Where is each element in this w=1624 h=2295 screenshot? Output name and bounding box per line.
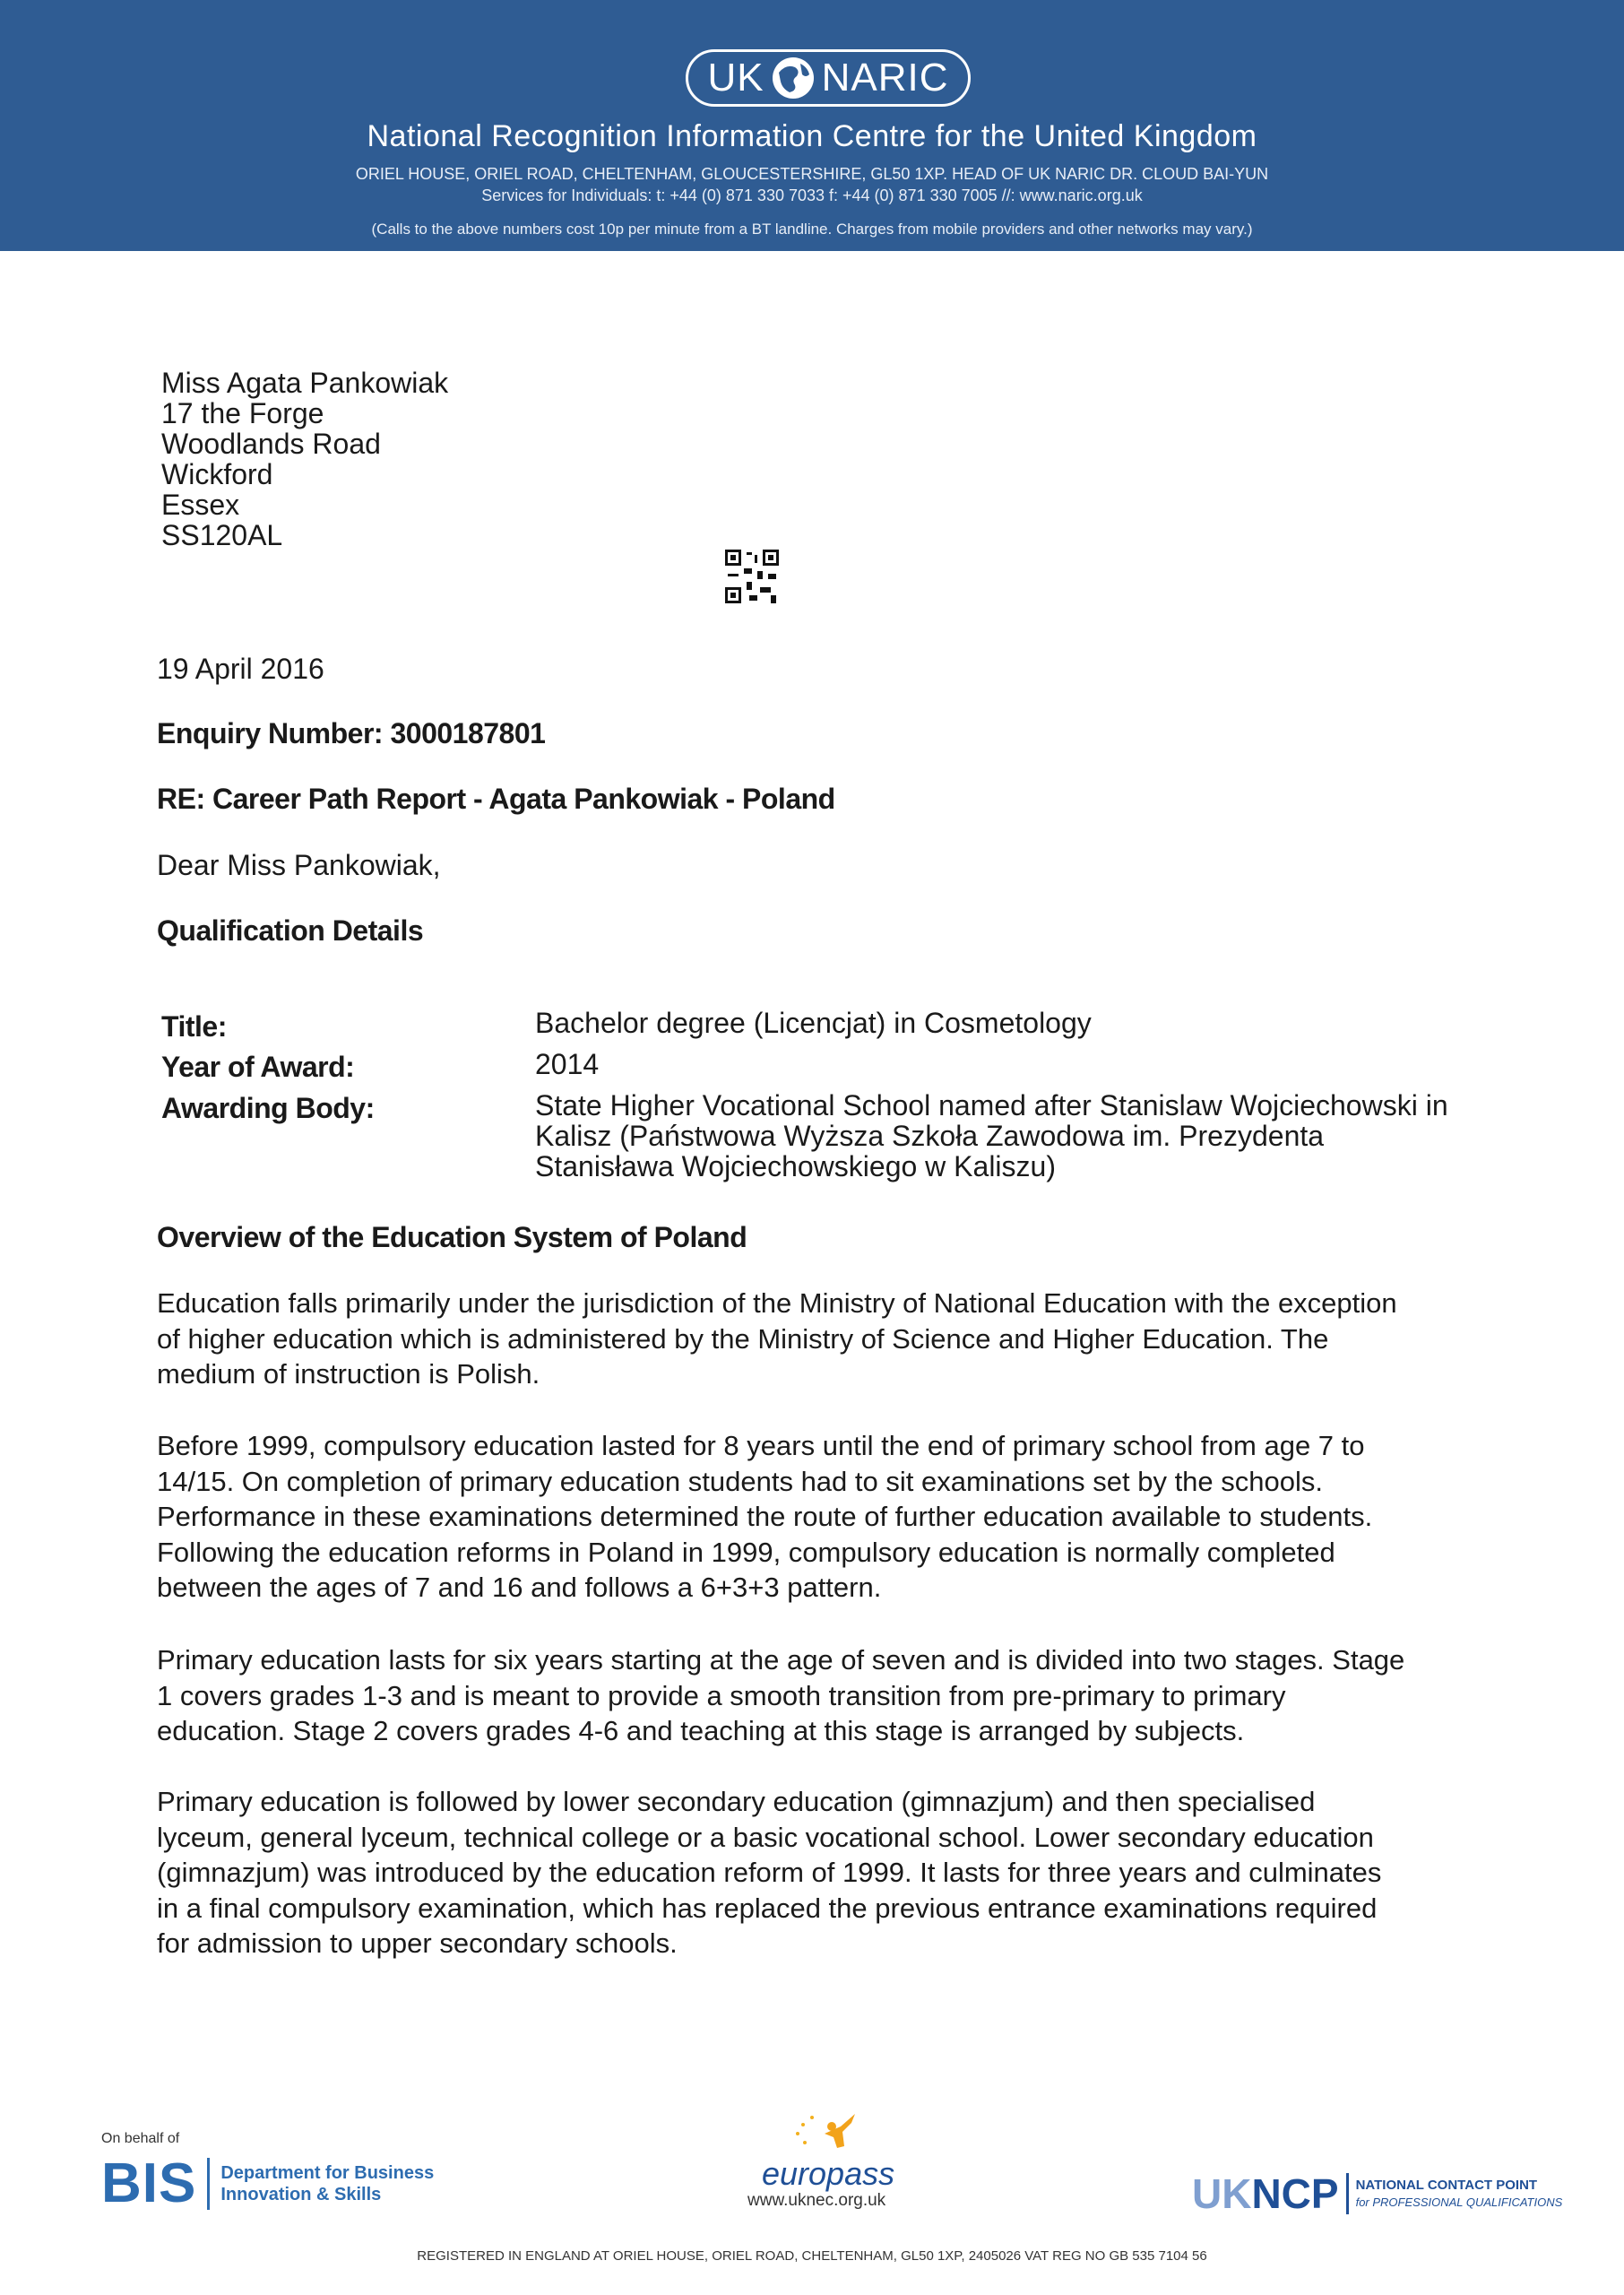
uk-ncp-ncp-letters: NCP	[1251, 2170, 1339, 2217]
paragraph-line: in a final compulsory examination, which has replaced the previous entrance examinations required	[157, 1892, 1378, 1924]
header-address: ORIEL HOUSE, ORIEL ROAD, CHELTENHAM, GLOUCESTERSHIRE, GL50 1XP. HEAD OF UK NARIC DR. CLOUD BAI-YUN	[355, 165, 1269, 183]
paragraph-line: Following the education reforms in Poland in 1999, compulsory education is normally completed	[157, 1536, 1335, 1568]
salutation: Dear Miss Pankowiak,	[157, 849, 441, 881]
address-postcode: SS120AL	[161, 519, 283, 551]
on-behalf-label: On behalf of	[101, 2131, 180, 2146]
registration-footer: REGISTERED IN ENGLAND AT ORIEL HOUSE, ORIEL ROAD, CHELTENHAM, GL50 1XP, 2405026 VAT REG NO GB 535 7104 56	[417, 2248, 1207, 2264]
awarding-body-label: Awarding Body:	[161, 1092, 375, 1124]
uk-ncp-uk-letters: UK	[1192, 2170, 1252, 2217]
overview-heading: Overview of the Education System of Poland	[157, 1221, 747, 1253]
bis-line: Innovation & Skills	[220, 2184, 382, 2204]
bis-divider	[207, 2158, 210, 2210]
europass-wordmark: europass	[762, 2155, 895, 2192]
europass-url: www.uknec.org.uk	[747, 2191, 886, 2210]
address-line: 17 the Forge	[161, 397, 324, 429]
letterhead	[0, 0, 1624, 251]
awarding-body-line: Stanisława Wojciechowskiego w Kaliszu)	[535, 1150, 1056, 1182]
uk-ncp-line: for PROFESSIONAL QUALIFICATIONS	[1355, 2195, 1563, 2209]
uk-ncp-divider	[1346, 2173, 1349, 2214]
uk-ncp-line: NATIONAL CONTACT POINT	[1355, 2178, 1538, 2193]
awarding-body-value	[535, 1090, 1539, 1182]
bis-department-name	[220, 2162, 434, 2205]
paragraph-line: education. Stage 2 covers grades 4-6 and teaching at this stage is arranged by subjects.	[157, 1715, 1245, 1746]
paragraph-line: 14/15. On completion of primary education students had to sit examinations set by the schools.	[157, 1465, 1324, 1497]
overview-paragraph-2	[157, 1428, 1519, 1606]
uk-ncp-logo	[1192, 2169, 1562, 2218]
address-line: Woodlands Road	[161, 428, 381, 460]
paragraph-line: between the ages of 7 and 16 and follows a 6+3+3 pattern.	[157, 1572, 882, 1603]
overview-paragraph-3	[157, 1642, 1519, 1749]
awarding-body-line: Kalisz (Państwowa Wyższa Szkoła Zawodowa im. Prezydenta	[535, 1120, 1325, 1152]
logo-naric-text: NARIC	[821, 56, 949, 100]
awarding-body-line: State Higher Vocational School named after Stanislaw Wojciechowski in	[535, 1089, 1448, 1122]
title-value: Bachelor degree (Licencjat) in Cosmetology	[535, 1007, 1092, 1039]
paragraph-line: medium of instruction is Polish.	[157, 1358, 540, 1390]
europass-figure-icon	[789, 2107, 878, 2161]
bis-line: Department for Business	[220, 2162, 435, 2183]
overview-paragraph-1	[157, 1286, 1519, 1392]
paragraph-line: for admission to upper secondary schools.	[157, 1927, 678, 1959]
uk-naric-logo	[686, 49, 971, 107]
paragraph-line: Education falls primarily under the jurisdiction of the Ministry of National Education with the exception	[157, 1287, 1397, 1319]
letter-date: 19 April 2016	[157, 653, 324, 685]
paragraph-line: Primary education is followed by lower secondary education (gimnazjum) and then specialised	[157, 1786, 1316, 1817]
paragraph-line: Performance in these examinations determined the route of further education available to students.	[157, 1501, 1373, 1532]
year-label: Year of Award:	[161, 1051, 355, 1083]
year-value: 2014	[535, 1048, 600, 1080]
paragraph-line: Primary education lasts for six years starting at the age of seven and is divided into two stages. Stage	[157, 1644, 1405, 1676]
uk-ncp-description	[1356, 2177, 1563, 2211]
logo-uk-text: UK	[707, 56, 764, 100]
title-label: Title:	[161, 1010, 227, 1043]
recipient-name: Miss Agata Pankowiak	[161, 367, 449, 399]
globe-icon	[770, 55, 816, 101]
paragraph-line: lyceum, general lyceum, technical college or a basic vocational school. Lower secondary education	[157, 1821, 1374, 1853]
bis-letters: BIS	[101, 2152, 197, 2214]
qualification-heading: Qualification Details	[157, 914, 424, 947]
bis-logo	[101, 2152, 434, 2215]
paragraph-line: 1 covers grades 1-3 and is meant to provide a smooth transition from pre-primary to primary	[157, 1679, 1286, 1711]
qr-code	[725, 549, 779, 604]
enquiry-number: Enquiry Number: 3000187801	[157, 717, 546, 749]
address-line: Wickford	[161, 458, 273, 490]
organisation-title: National Recognition Information Centre for the United Kingdom	[367, 119, 1257, 153]
letter-subject: RE: Career Path Report - Agata Pankowiak - Poland	[157, 783, 835, 815]
europass-logo	[735, 2107, 914, 2214]
address-line: Essex	[161, 489, 240, 521]
overview-paragraph-4	[157, 1784, 1519, 1962]
paragraph-line: (gimnazjum) was introduced by the education reform of 1999. It lasts for three years and culminates	[157, 1857, 1382, 1888]
recipient-address	[161, 368, 448, 550]
header-services: Services for Individuals: t: +44 (0) 871 330 7033 f: +44 (0) 871 330 7005 //: www.naric.org.uk	[481, 186, 1143, 204]
paragraph-line: of higher education which is administered by the Ministry of Science and Higher Education. The	[157, 1322, 1329, 1355]
paragraph-line: Before 1999, compulsory education lasted for 8 years until the end of primary school from age 7 to	[157, 1430, 1365, 1461]
header-calls-note: (Calls to the above numbers cost 10p per minute from a BT landline. Charges from mobile providers and other networks may vary.)	[371, 221, 1253, 238]
